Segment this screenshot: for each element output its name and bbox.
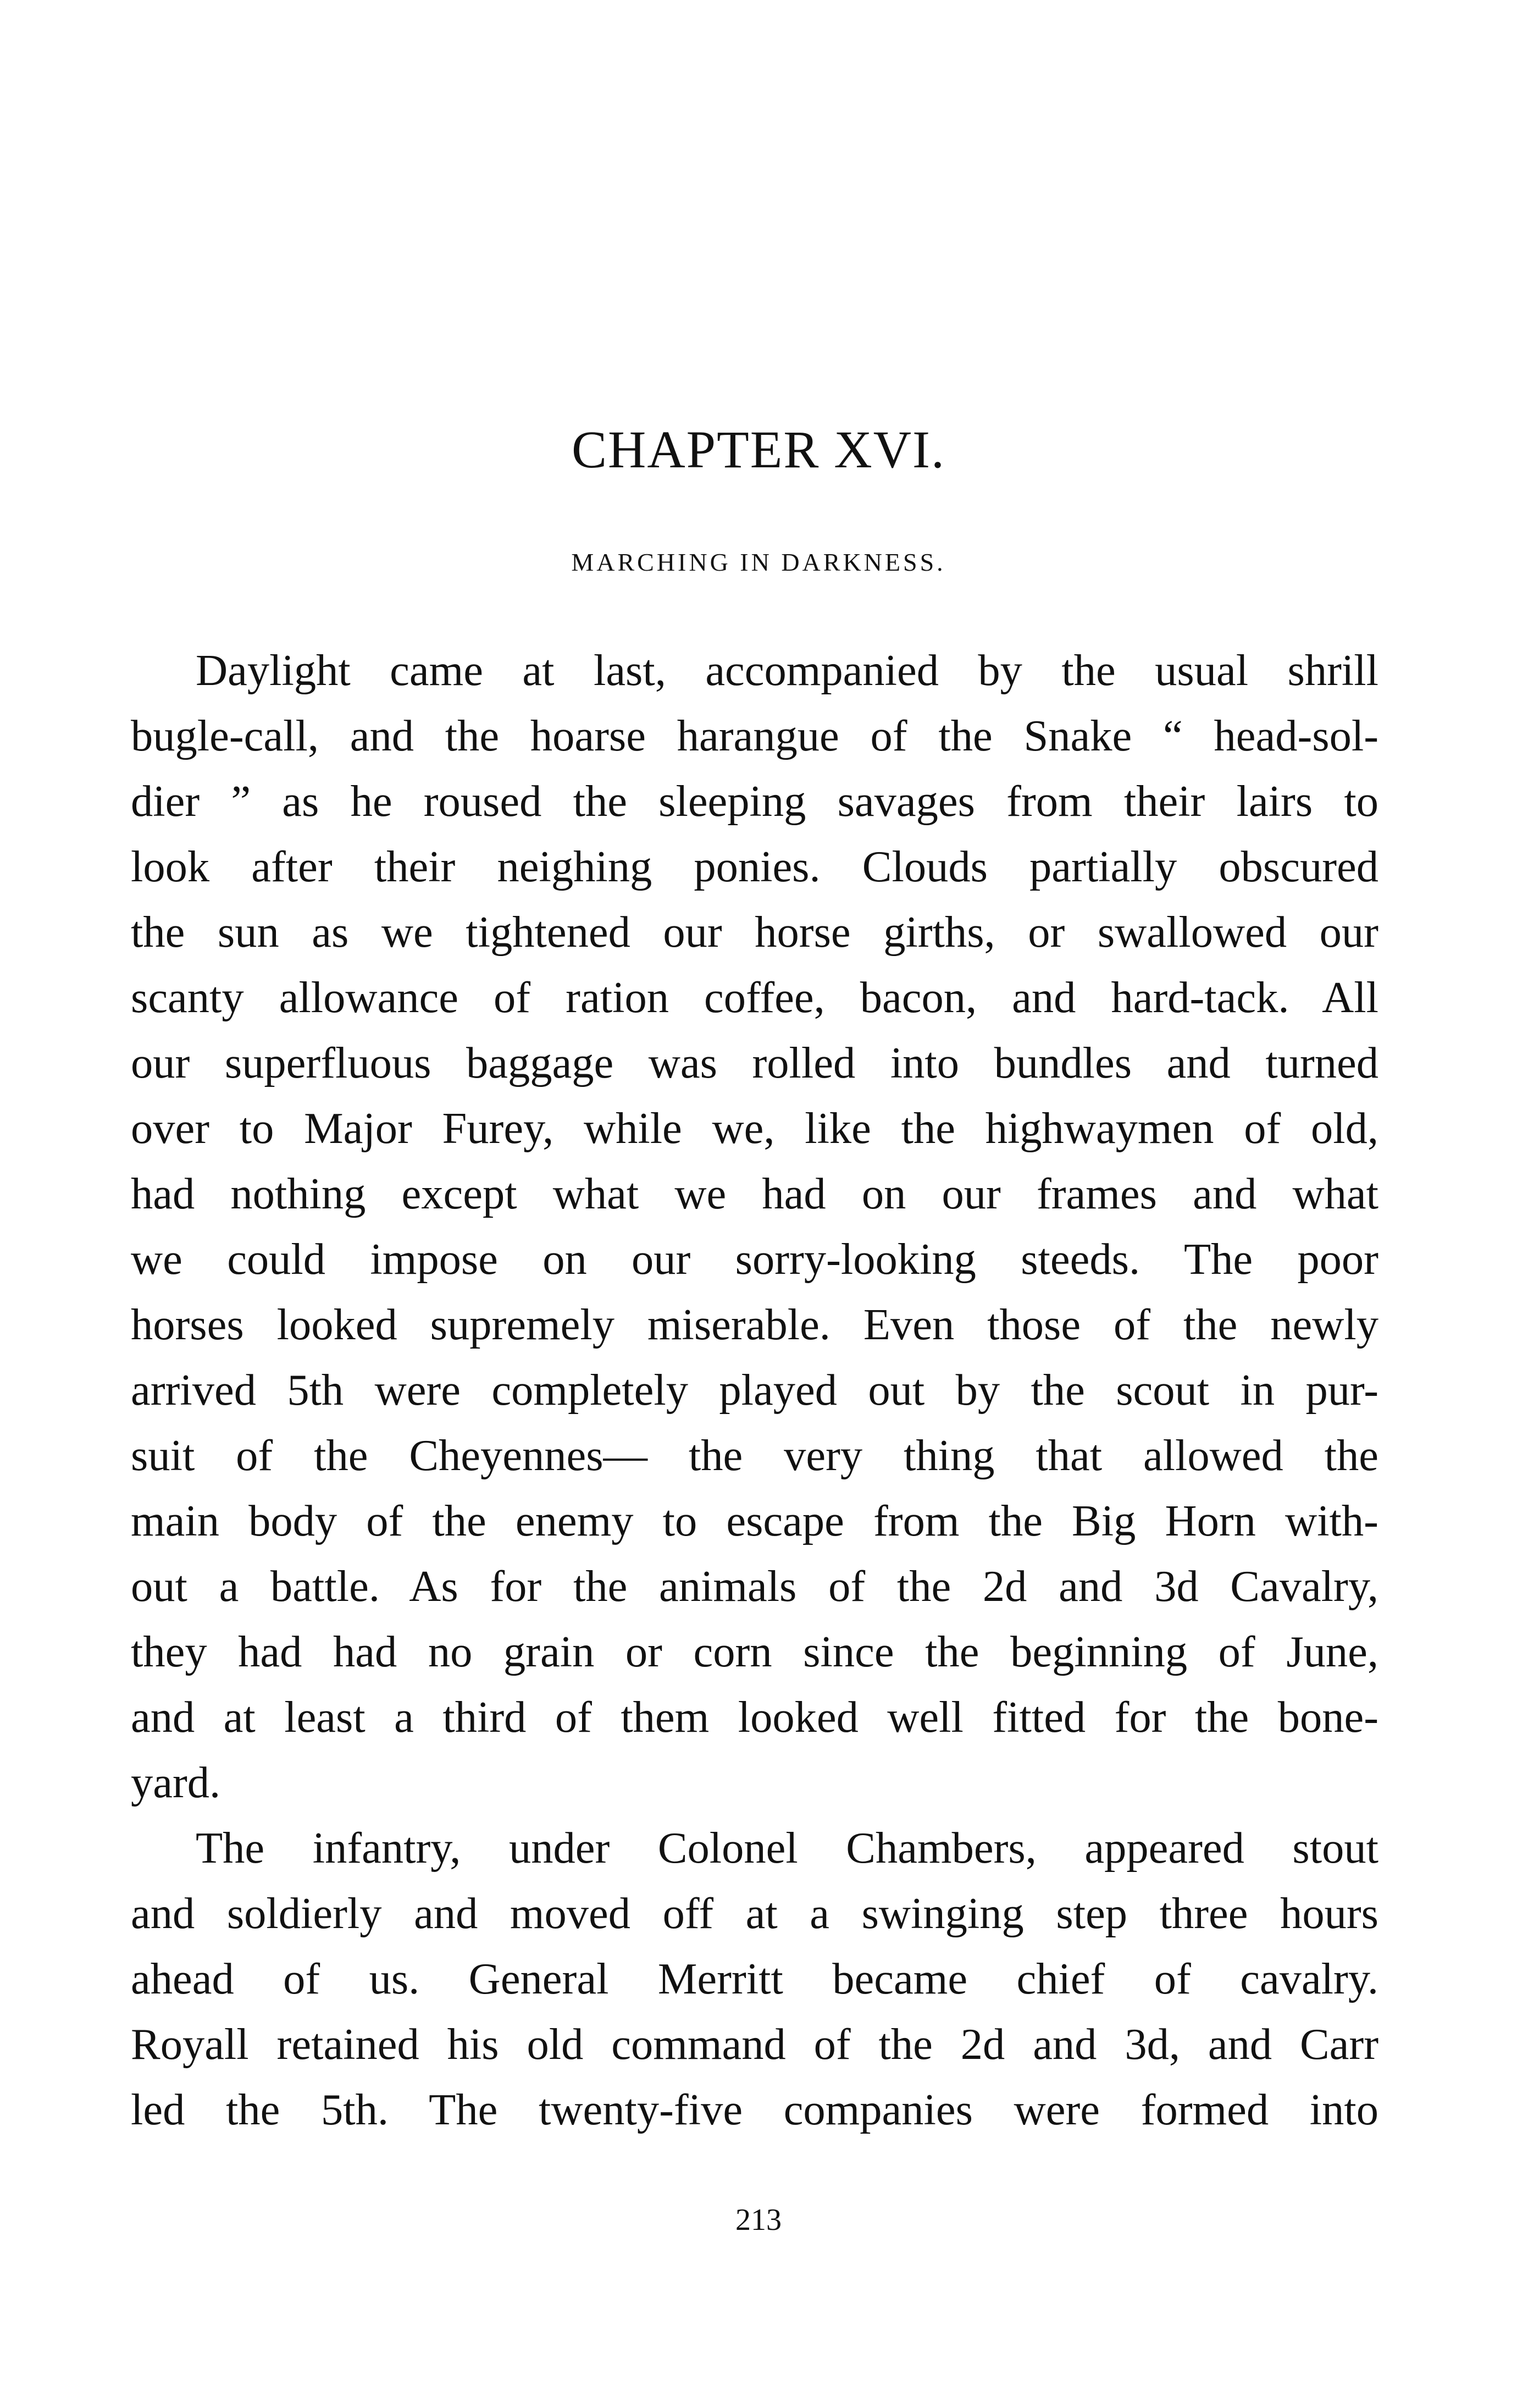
text-line: we could impose on our sorry-looking steeds. The poor [131, 1235, 1378, 1284]
text-line: the sun as we tightened our horse girths, or swallowed our [131, 908, 1378, 957]
text-line: led the 5th. The twenty-five companies were formed into [131, 2085, 1378, 2134]
text-line: Daylight came at last, accompanied by the usual shrill [196, 646, 1378, 695]
text-line: and soldierly and moved off at a swinging step three hours [131, 1889, 1378, 1938]
text-line: horses looked supremely miserable. Even those of the newly [131, 1300, 1378, 1349]
text-line: Royall retained his old command of the 2d and 3d, and Carr [131, 2020, 1378, 2069]
body-text [131, 638, 1378, 2142]
text-line: our superfluous baggage was rolled into bundles and turned [131, 1039, 1378, 1087]
text-line: arrived 5th were completely played out by the scout in pur- [131, 1366, 1378, 1415]
text-line: The infantry, under Colonel Chambers, appeared stout [196, 1824, 1378, 1873]
page-number: 213 [735, 2203, 782, 2237]
text-line: had nothing except what we had on our frames and what [131, 1169, 1378, 1218]
chapter-title: CHAPTER XVI. [571, 420, 945, 479]
paragraph-1 [131, 638, 1378, 1815]
chapter-subtitle: MARCHING IN DARKNESS. [571, 548, 946, 576]
text-line: over to Major Furey, while we, like the highwaymen of old, [131, 1104, 1378, 1153]
text-line: and at least a third of them looked well fitted for the bone- [131, 1693, 1378, 1742]
text-line: suit of the Cheyennes— the very thing that allowed the [131, 1431, 1378, 1480]
paragraph-2 [131, 1815, 1378, 2142]
text-line: they had had no grain or corn since the beginning of June, [131, 1627, 1378, 1676]
text-line: ahead of us. General Merritt became chief of cavalry. [131, 1954, 1378, 2003]
text-line: bugle-call, and the hoarse harangue of the Snake “ head-sol- [131, 711, 1378, 760]
text-line: out a battle. As for the animals of the 2d and 3d Cavalry, [131, 1562, 1378, 1611]
text-line: main body of the enemy to escape from the Big Horn with- [131, 1496, 1378, 1545]
text-line: scanty allowance of ration coffee, bacon, and hard-tack. All [131, 973, 1378, 1022]
text-line: dier ” as he roused the sleeping savages from their lairs to [131, 777, 1378, 826]
text-line: look after their neighing ponies. Clouds partially obscured [131, 842, 1378, 891]
text-line: yard. [131, 1758, 221, 1807]
